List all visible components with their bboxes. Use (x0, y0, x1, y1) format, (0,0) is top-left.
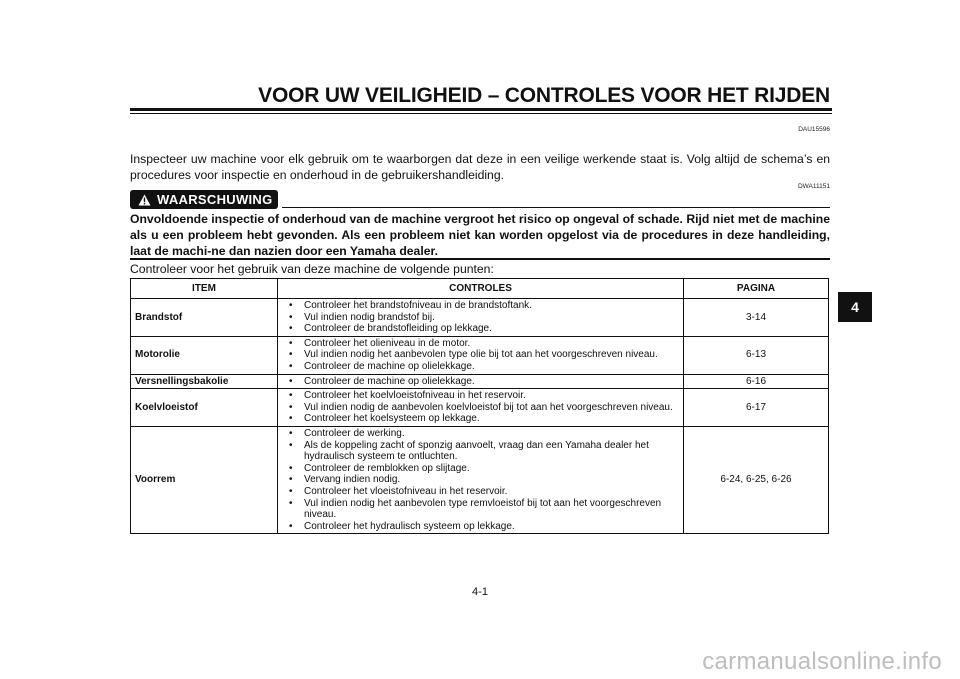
intro-paragraph: Inspecteer uw machine voor elk gebruik om te waarborgen dat deze in een veilige werkende staat is. Volg altijd de schema’s en procedures voor inspectie en onderhoud in de gebruikershandleiding. (130, 152, 830, 182)
table-row (131, 299, 829, 337)
row-controls (278, 426, 684, 533)
control-step: • Vul indien nodig het aanbevolen type remvloeistof bij tot aan het voorgeschreven niveau. (282, 498, 679, 521)
row-item: Motorolie (131, 336, 278, 374)
chapter-tab: 4 (838, 292, 872, 322)
control-step: • Als de koppeling zacht of sponzig aanvoelt, vraag dan een Yamaha dealer het hydraulisch systeem te ontluchten. (282, 440, 679, 463)
warning-label: WAARSCHUWING (157, 192, 273, 207)
intro-doc-code: DAU15596 (798, 126, 830, 133)
control-step: • Controleer de brandstofleiding op lekkage. (282, 323, 679, 335)
row-controls (278, 336, 684, 374)
row-item: Koelvloeistof (131, 389, 278, 427)
control-step: • Controleer het koelvloeistofniveau in het reservoir. (282, 390, 679, 402)
row-page: 6-24, 6-25, 6-26 (684, 426, 829, 533)
row-item: Voorrem (131, 426, 278, 533)
row-page: 6-13 (684, 336, 829, 374)
control-step: • Controleer het koelsysteem op lekkage. (282, 413, 679, 425)
control-step: • Controleer het hydraulisch systeem op lekkage. (282, 521, 679, 533)
column-header-controls: CONTROLES (278, 279, 684, 299)
control-step: • Vul indien nodig brandstof bij. (282, 312, 679, 324)
row-item: Brandstof (131, 299, 278, 337)
control-step: • Vul indien nodig het aanbevolen type olie bij tot aan het voorgeschreven niveau. (282, 349, 679, 361)
control-step: • Controleer de werking. (282, 428, 679, 440)
row-controls (278, 389, 684, 427)
warning-bottom-rule (130, 258, 830, 260)
control-step: • Controleer het olieniveau in de motor. (282, 338, 679, 350)
table-intro: Controleer voor het gebruik van deze machine de volgende punten: (130, 262, 494, 276)
control-step: • Controleer het brandstofniveau in de brandstoftank. (282, 300, 679, 312)
warning-doc-code: DWA11151 (797, 183, 830, 190)
column-header-page: PAGINA (684, 279, 829, 299)
row-item: Versnellingsbakolie (131, 374, 278, 389)
row-controls (278, 299, 684, 337)
row-controls (278, 374, 684, 389)
warning-text: Onvoldoende inspectie of onderhoud van de machine vergroot het risico op ongeval of schade. Rijd niet met de machine als u een probleem hebt gevonden. Als een probleem niet kan worden opgelost via de procedures in deze handleiding, laat de machi-ne dan nazien door een Yamaha dealer. (130, 212, 830, 258)
row-page: 6-17 (684, 389, 829, 427)
control-step: • Controleer de machine op olielekkage. (282, 361, 679, 373)
title-rule-thin (130, 113, 832, 114)
control-step: • Vul indien nodig de aanbevolen koelvloeistof bij tot aan het voorgeschreven niveau. (282, 402, 679, 414)
warning-triangle-icon (138, 194, 151, 206)
warning-badge (130, 190, 278, 209)
table-row (131, 374, 829, 389)
control-step: • Controleer het vloeistofniveau in het reservoir. (282, 486, 679, 498)
warning-rule (282, 207, 830, 208)
table-row (131, 389, 829, 427)
page-number: 4-1 (472, 586, 488, 598)
control-step: • Controleer de remblokken op slijtage. (282, 463, 679, 475)
row-page: 6-16 (684, 374, 829, 389)
control-step: • Controleer de machine op olielekkage. (282, 376, 679, 388)
watermark: carmanualsonline.info (702, 648, 942, 675)
page-title: VOOR UW VEILIGHEID – CONTROLES VOOR HET RIJDEN (258, 84, 830, 107)
table-row (131, 336, 829, 374)
title-rule (130, 108, 832, 111)
control-step: • Vervang indien nodig. (282, 474, 679, 486)
row-page: 3-14 (684, 299, 829, 337)
table-row (131, 426, 829, 533)
column-header-item: ITEM (131, 279, 278, 299)
pre-ride-checks-table (130, 278, 829, 534)
table-header-row (131, 279, 829, 299)
